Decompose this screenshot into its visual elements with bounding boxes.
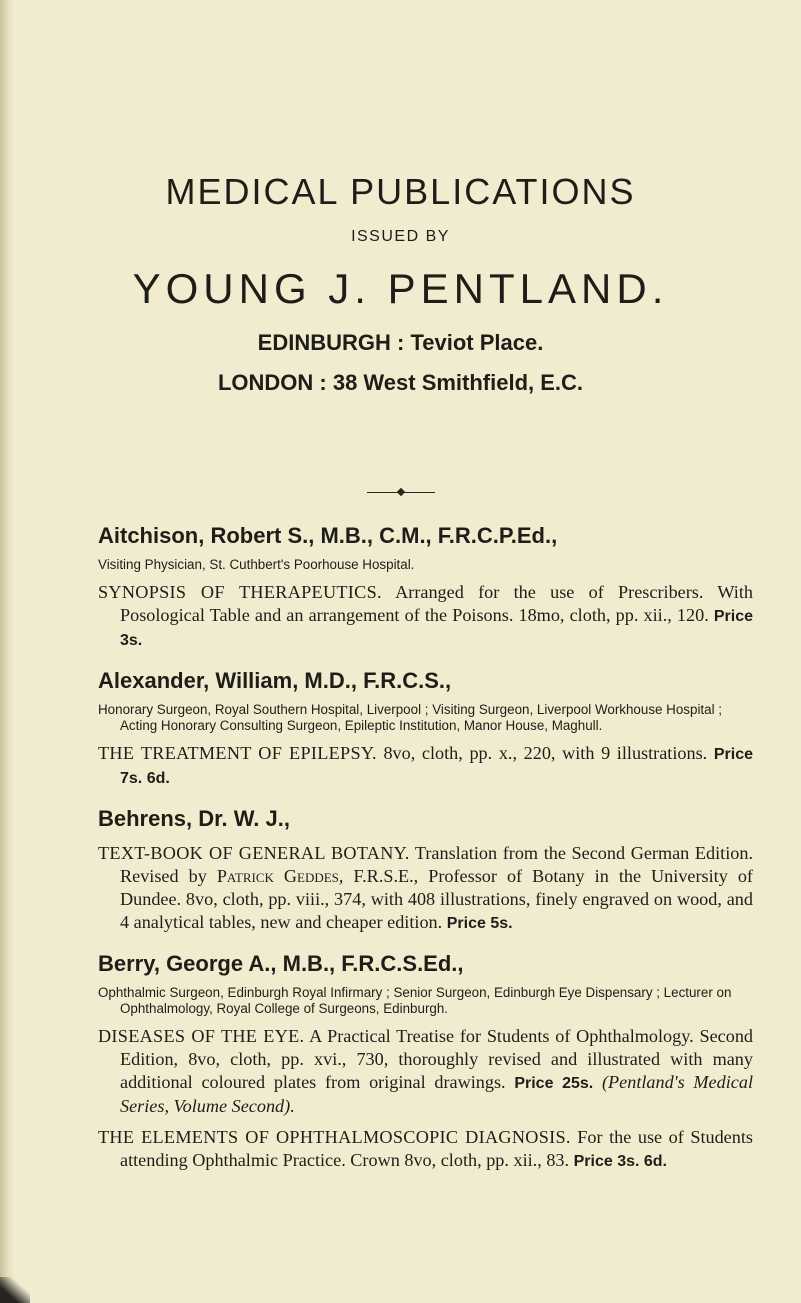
- book-title: TEXT-BOOK OF GENERAL BOTANY.: [98, 843, 410, 863]
- diamond-ornament-icon: [397, 488, 405, 496]
- author-name: Aitchison, Robert S., M.B., C.M., F.R.C.P.Ed.,: [98, 523, 558, 548]
- catalogue-entries: [98, 521, 753, 1187]
- book-description: 8vo, cloth, pp. x., 220, with 9 illustrations.: [383, 743, 708, 763]
- book-title: SYNOPSIS OF THERAPEUTICS.: [98, 582, 382, 602]
- book-title: THE TREATMENT OF EPILEPSY.: [98, 743, 377, 763]
- london-address: [0, 368, 801, 398]
- book-listing: [98, 842, 753, 935]
- author-name: Berry, George A., M.B., F.R.C.S.Ed.,: [98, 951, 464, 976]
- book-price: Price 7s. 6d.: [120, 746, 754, 787]
- author-affiliation: Ophthalmic Surgeon, Edinburgh Royal Infirmary ; Senior Surgeon, Edinburgh Eye Dispensary ; Lecturer on Ophthalmology, Royal College of Surgeons, Edinburgh.: [98, 985, 732, 1016]
- page-title: MEDICAL PUBLICATIONS: [165, 171, 636, 212]
- book-series: (Pentland's Medical Series, Volume Second).: [120, 1072, 753, 1116]
- book-listing: [98, 1126, 753, 1173]
- entry-berry: [98, 949, 753, 1173]
- book-title: THE ELEMENTS OF OPHTHALMOSCOPIC DIAGNOSIS.: [98, 1127, 571, 1147]
- book-listing: [98, 581, 753, 652]
- book-description: Arranged for the use of Prescribers. With Posological Table and an arrangement of the Poisons. 18mo, cloth, pp. xii., 120.: [120, 582, 754, 625]
- header: [0, 170, 801, 398]
- london-street: 38 West Smithfield, E.C.: [332, 370, 584, 395]
- author-name: Behrens, Dr. W. J.,: [98, 806, 290, 831]
- entry-alexander: [98, 666, 753, 790]
- edinburgh-address: [0, 328, 801, 358]
- edinburgh-city: EDINBURGH :: [257, 330, 405, 355]
- publisher-name: YOUNG J. PENTLAND.: [132, 265, 669, 312]
- author-affiliation: Visiting Physician, St. Cuthbert's Poorhouse Hospital.: [98, 557, 415, 572]
- author-affiliation: Honorary Surgeon, Royal Southern Hospital, Liverpool ; Visiting Surgeon, Liverpool Workhouse Hospital ; Acting Honorary Consulting Surgeon, Epileptic Institution, Manor House, Maghull.: [98, 702, 722, 733]
- page-corner-shadow: [0, 1277, 30, 1303]
- book-description: A Practical Treatise for Students of Ophthalmology. Second Edition, 8vo, cloth, pp. xvi., 730, thoroughly revised and illustrated with many additional coloured plates from original drawings.: [120, 1026, 754, 1092]
- book-reviser: Patrick Geddes: [216, 866, 339, 886]
- book-price: Price 3s. 6d.: [573, 1153, 667, 1170]
- book-description: For the use of Students attending Ophthalmic Practice. Crown 8vo, cloth, pp. xii., 83.: [120, 1127, 753, 1170]
- edinburgh-street: Teviot Place.: [410, 330, 544, 355]
- book-price: Price 5s.: [446, 915, 513, 932]
- book-price: Price 25s.: [514, 1075, 594, 1092]
- book-price: Price 3s.: [120, 608, 754, 649]
- entry-aitchison: [98, 521, 753, 652]
- book-listing: [98, 742, 753, 790]
- book-title: DISEASES OF THE EYE.: [98, 1026, 305, 1046]
- issued-by-label: ISSUED BY: [351, 228, 450, 245]
- entry-behrens: [98, 804, 753, 935]
- book-listing: [98, 1025, 753, 1118]
- ornamental-divider: [367, 488, 435, 498]
- london-city: LONDON :: [217, 370, 327, 395]
- author-name: Alexander, William, M.D., F.R.C.S.,: [98, 668, 452, 693]
- book-description: Translation from the Second German Edition. Revised by: [120, 843, 753, 886]
- book-description-cont: , F.R.S.E., Professor of Botany in the University of Dundee. 8vo, cloth, pp. viii., 374, with 408 illustrations, finely engraved on wood, and 4 analytical tables, new and cheaper edition.: [120, 866, 753, 932]
